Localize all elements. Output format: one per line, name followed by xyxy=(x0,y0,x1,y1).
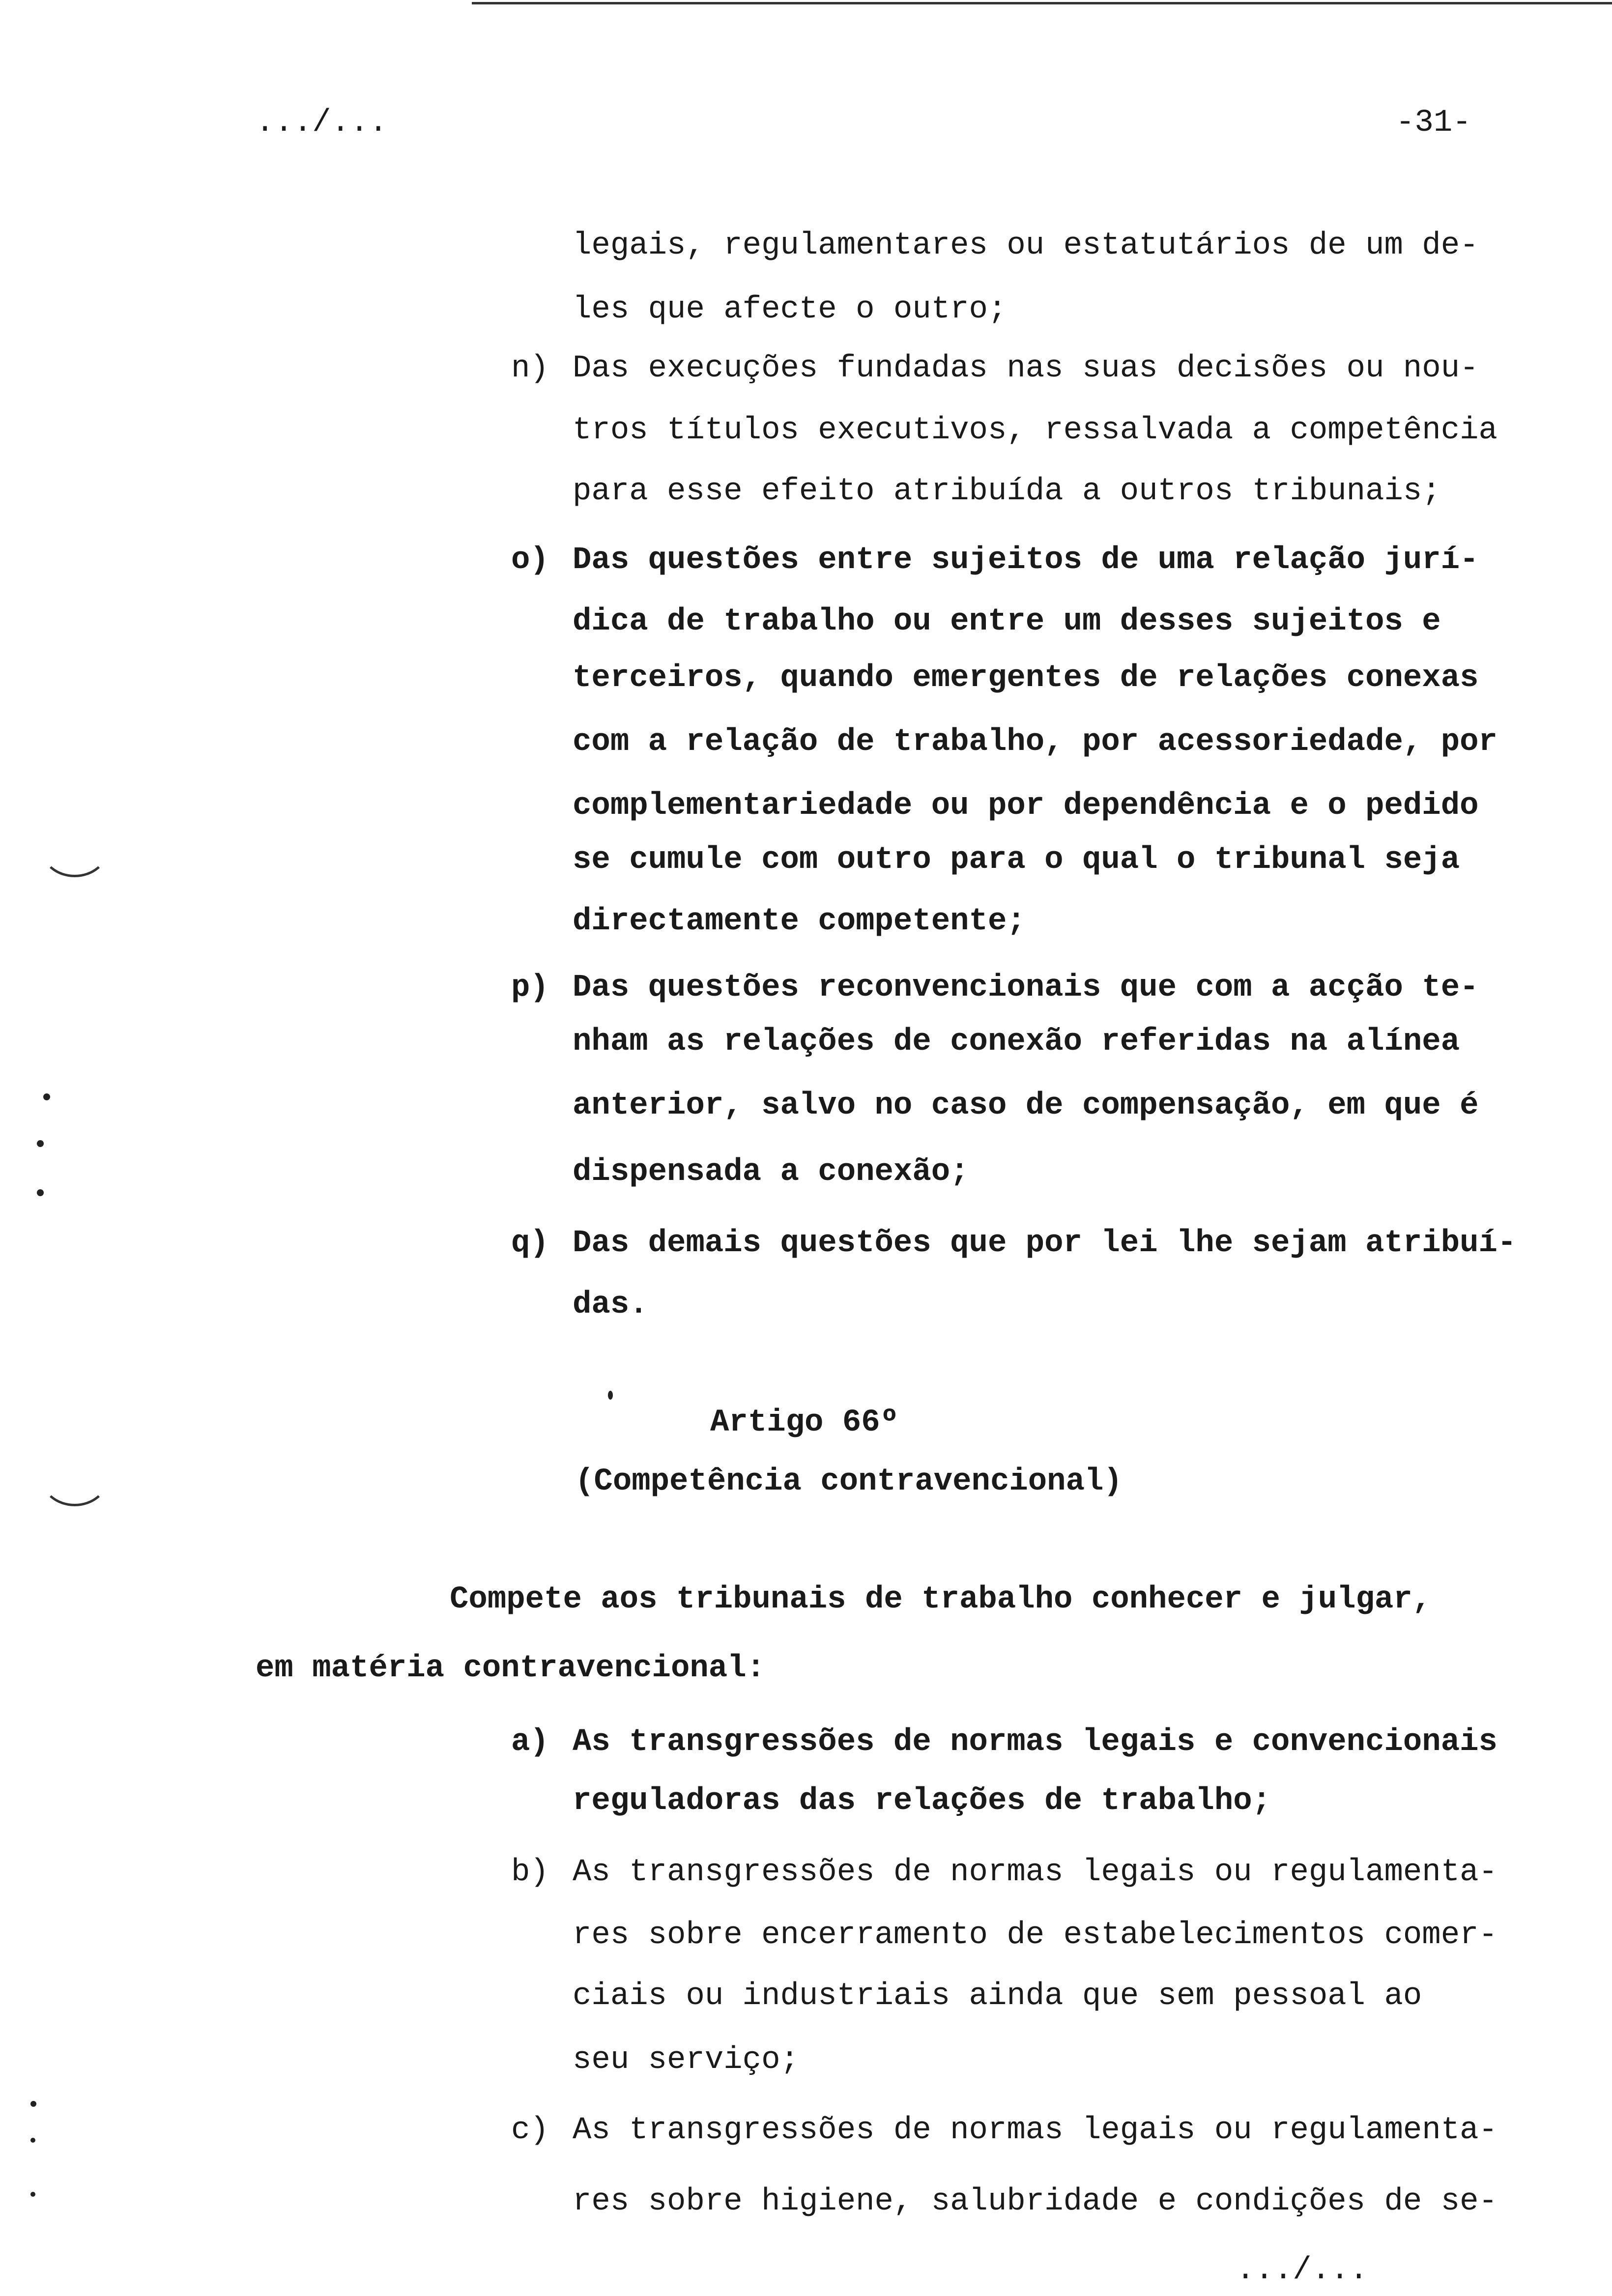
text-line: em matéria contravencional: xyxy=(256,1651,765,1686)
text-line: para esse efeito atribuída a outros tribunais; xyxy=(573,474,1441,509)
text-line: terceiros, quando emergentes de relações conexas xyxy=(573,660,1479,696)
text-line: dispensada a conexão; xyxy=(573,1154,969,1190)
text-line: reguladoras das relações de trabalho; xyxy=(573,1783,1271,1819)
item-label: p) xyxy=(511,970,549,1005)
article-title: Artigo 66º xyxy=(710,1405,899,1440)
scan-speck xyxy=(37,1140,44,1147)
text-line: Das execuções fundadas nas suas decisões ou nou- xyxy=(573,351,1479,386)
text-line: les que afecte o outro; xyxy=(573,292,1007,327)
scan-speck xyxy=(30,2138,35,2143)
text-line: As transgressões de normas legais ou regulamenta- xyxy=(573,2113,1497,2148)
text-line: res sobre encerramento de estabelecimentos comer- xyxy=(573,1918,1497,1953)
text-line: directamente competente; xyxy=(573,904,1026,939)
text-line: Compete aos tribunais de trabalho conhecer e julgar, xyxy=(450,1582,1432,1617)
header-continuation: .../... xyxy=(256,105,388,141)
top-rule xyxy=(472,2,1612,4)
text-line: legais, regulamentares ou estatutários de um de- xyxy=(573,228,1479,263)
text-line: se cumule com outro para o qual o tribunal seja xyxy=(573,842,1460,878)
footer-continuation: .../... xyxy=(1236,2253,1368,2288)
text-line: complementariedade ou por dependência e o pedido xyxy=(573,788,1479,824)
binder-hole-mark xyxy=(40,1447,109,1506)
page-number: -31- xyxy=(1396,105,1471,141)
text-line: res sobre higiene, salubridade e condições de se- xyxy=(573,2184,1497,2219)
scan-speck xyxy=(608,1391,613,1400)
binder-hole-mark xyxy=(40,818,109,877)
text-line: dica de trabalho ou entre um desses sujeitos e xyxy=(573,604,1441,639)
scan-speck xyxy=(37,1189,44,1196)
text-line: ciais ou industriais ainda que sem pessoal ao xyxy=(573,1979,1422,2014)
item-label: o) xyxy=(511,543,549,578)
text-line: nham as relações de conexão referidas na alínea xyxy=(573,1024,1460,1060)
scan-speck xyxy=(43,1093,50,1100)
item-label: q) xyxy=(511,1226,549,1261)
item-label: c) xyxy=(511,2113,549,2148)
item-label: b) xyxy=(511,1855,549,1890)
item-label: a) xyxy=(511,1724,549,1760)
text-line: tros títulos executivos, ressalvada a competência xyxy=(573,413,1497,448)
scan-speck xyxy=(30,2192,35,2197)
text-line: As transgressões de normas legais e convencionais xyxy=(573,1724,1497,1760)
text-line: Das demais questões que por lei lhe sejam atribuí- xyxy=(573,1226,1517,1261)
article-subtitle: (Competência contravencional) xyxy=(575,1464,1123,1499)
item-label: n) xyxy=(511,351,549,386)
text-line: Das questões reconvencionais que com a acção te- xyxy=(573,970,1479,1005)
text-line: das. xyxy=(573,1287,648,1322)
text-line: As transgressões de normas legais ou regulamenta- xyxy=(573,1855,1497,1890)
text-line: seu serviço; xyxy=(573,2042,799,2078)
text-line: anterior, salvo no caso de compensação, em que é xyxy=(573,1088,1479,1123)
scan-speck xyxy=(30,2101,36,2107)
text-line: com a relação de trabalho, por acessoriedade, por xyxy=(573,724,1497,760)
text-line: Das questões entre sujeitos de uma relação jurí- xyxy=(573,543,1479,578)
